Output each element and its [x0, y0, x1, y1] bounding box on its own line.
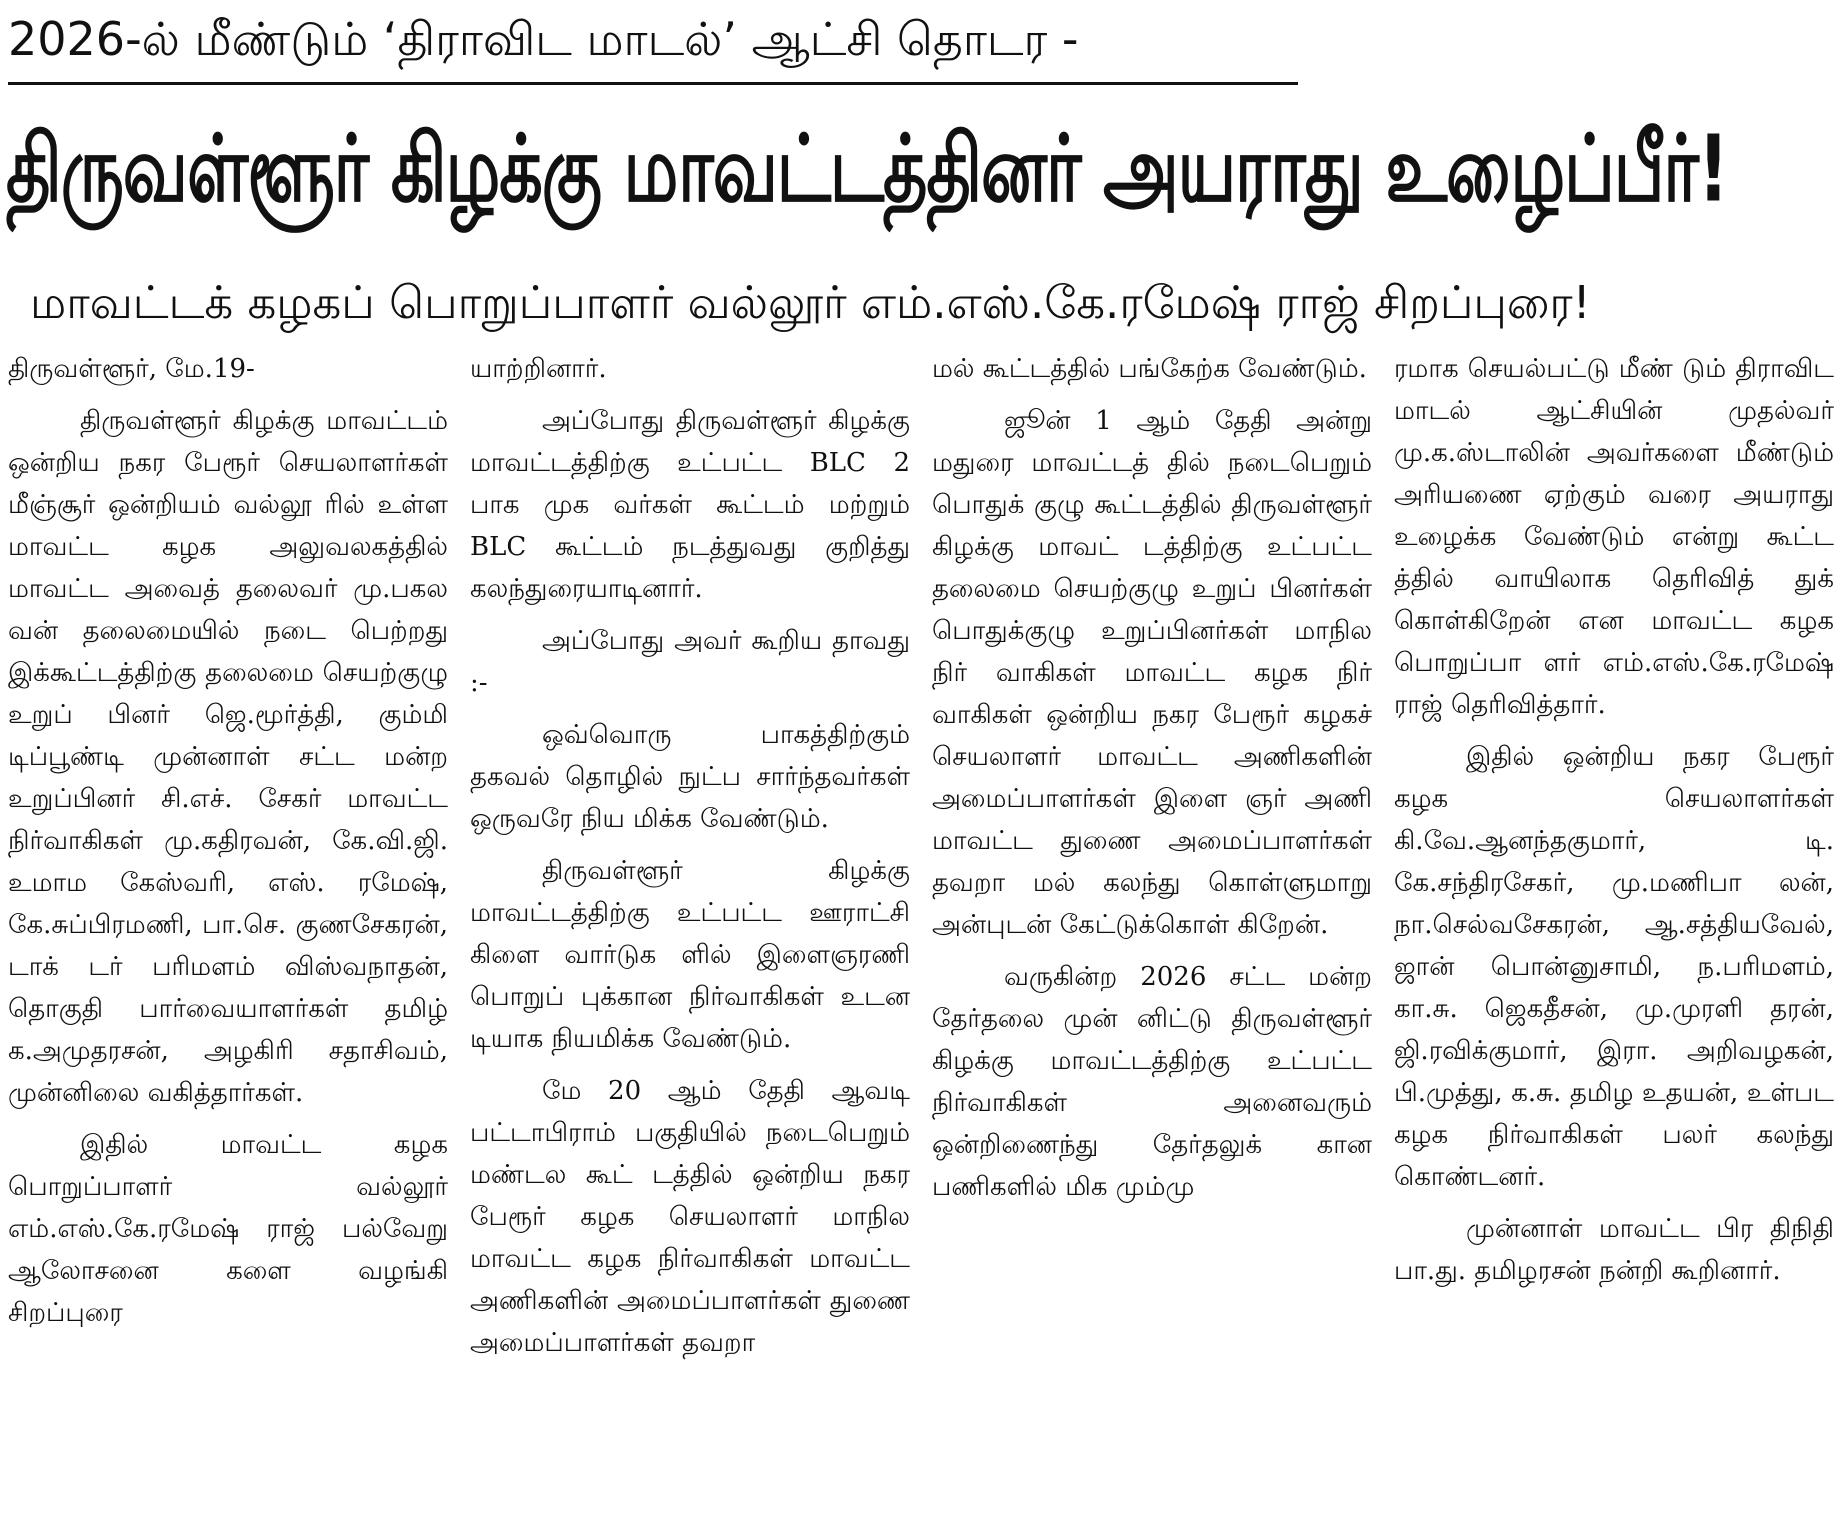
paragraph: முன்னாள் மாவட்ட பிர திநிதி பா.து. தமிழரசன் நன்றி கூறினார்.: [1394, 1214, 1834, 1286]
dateline: திருவள்ளூர், மே.19-: [8, 354, 255, 384]
article-column-1: [8, 348, 448, 1518]
kicker-line: 2026-ல் மீண்டும் ‘திராவிட மாடல்’ ஆட்சி தொடர -: [8, 4, 1298, 85]
paragraph: திருவள்ளூர் கிழக்கு மாவட்டம் ஒன்றிய நகர பேரூர் செயலாளர்கள் மீஞ்சூர் ஒன்றியம் வல்லூ ரில் உள்ள மாவட்ட கழக அலுவலகத்தில் மாவட்ட அவைத் தலைவர் மு.பகல வன் தலைமையில் நடை பெற்றது இக்கூட்டத்திற்கு தலைமை செயற்குழு உறுப் பினர் ஜெ.மூர்த்தி, கும்மி டிப்பூண்டி முன்னாள் சட்ட மன்ற உறுப்பினர் சி.எச். சேகர் மாவட்ட நிர்வாகிகள் மு.கதிரவன், கே.வி.ஜி. உமாம கேஸ்வரி, எஸ். ரமேஷ், கே.சுப்பிரமணி, பா.செ. குணசேகரன், டாக் டர் பரிமளம் விஸ்வநாதன், தொகுதி பார்வையாளர்கள் தமிழ் க.அமுதரசன், அழகிரி சதாசிவம், முன்னிலை வகித்தார்கள்.: [8, 406, 448, 1108]
paragraph: அப்போது திருவள்ளூர் கிழக்கு மாவட்டத்திற்கு உட்பட்ட BLC 2 பாக முக வர்கள் கூட்டம் மற்றும் BLC கூட்டம் நடத்துவது குறித்து கலந்துரையாடினார்.: [470, 406, 910, 604]
article-body: [8, 348, 1834, 1518]
article-column-4: [1394, 348, 1834, 1518]
subheadline: மாவட்டக் கழகப் பொறுப்பாளர் வல்லூர் எம்.எஸ்.கே.ரமேஷ் ராஜ் சிறப்புரை!: [30, 276, 1591, 329]
headline: திருவள்ளூர் கிழக்கு மாவட்டத்தினர் அயராது உழைப்பீர்!: [6, 117, 1728, 224]
paragraph: இதில் மாவட்ட கழக பொறுப்பாளர் வல்லூர் எம்.எஸ்.கே.ரமேஷ் ராஜ் பல்வேறு ஆலோசனை களை வழங்கி சிறப்புரை: [8, 1130, 448, 1328]
paragraph: இதில் ஒன்றிய நகர பேரூர் கழக செயலாளர்கள் கி.வே.ஆனந்தகுமார், டி. கே.சந்திரசேகர், மு.மணிபா லன், நா.செல்வசேகரன், ஆ.சத்தியவேல், ஜான் பொன்னுசாமி, ந.பரிமளம், கா.சு. ஜெகதீசன், மு.முரளி தரன், ஜி.ரவிக்குமார், இரா. அறிவழகன், பி.முத்து, க.சு. தமிழ உதயன், உள்பட கழக நிர்வாகிகள் பலர் கலந்து கொண்டனர்.: [1394, 742, 1834, 1192]
paragraph: ஜூன் 1 ஆம் தேதி அன்று மதுரை மாவட்டத் தில் நடைபெறும் பொதுக் குழு கூட்டத்தில் திருவள்ளூர் கிழக்கு மாவட் டத்திற்கு உட்பட்ட தலைமை செயற்குழு உறுப் பினர்கள் பொதுக்குழு உறுப்பினர்கள் மாநில நிர் வாகிகள் மாவட்ட கழக நிர் வாகிகள் ஒன்றிய நகர பேரூர் கழகச் செயலாளர் மாவட்ட அணிகளின் அமைப்பாளர்கள் இளை ஞர் அணி மாவட்ட துணை அமைப்பாளர்கள் தவறா மல் கலந்து கொள்ளுமாறு அன்புடன் கேட்டுக்கொள் கிறேன்.: [932, 406, 1372, 940]
paragraph: யாற்றினார்.: [470, 354, 607, 384]
article-column-3: [932, 348, 1372, 1518]
paragraph: திருவள்ளூர் கிழக்கு மாவட்டத்திற்கு உட்பட்ட ஊராட்சி கிளை வார்டுக ளில் இளைஞரணி பொறுப் புக்கான நிர்வாகிகள் உடன டியாக நியமிக்க வேண்டும்.: [470, 856, 910, 1054]
article-column-2: [470, 348, 910, 1518]
paragraph: ஒவ்வொரு பாகத்திற்கும் தகவல் தொழில் நுட்ப சார்ந்தவர்கள் ஒருவரே நிய மிக்க வேண்டும்.: [470, 720, 910, 834]
paragraph: அப்போது அவர் கூறிய தாவது :-: [470, 626, 910, 698]
paragraph: வருகின்ற 2026 சட்ட மன்ற தேர்தலை முன் னிட்டு திருவள்ளூர் கிழக்கு மாவட்டத்திற்கு உட்பட்ட நிர்வாகிகள் அனைவரும் ஒன்றிணைந்து தேர்தலுக் கான பணிகளில் மிக மும்மு: [932, 962, 1372, 1202]
paragraph: மே 20 ஆம் தேதி ஆவடி பட்டாபிராம் பகுதியில் நடைபெறும் மண்டல கூட் டத்தில் ஒன்றிய நகர பேரூர் கழக செயலாளர் மாநில மாவட்ட கழக நிர்வாகிகள் மாவட்ட அணிகளின் அமைப்பாளர்கள் துணை அமைப்பாளர்கள் தவறா: [470, 1076, 910, 1358]
paragraph: மல் கூட்டத்தில் பங்கேற்க வேண்டும்.: [932, 354, 1367, 384]
paragraph: ரமாக செயல்பட்டு மீண் டும் திராவிட மாடல் ஆட்சியின் முதல்வர் மு.க.ஸ்டாலின் அவர்களை மீண்டும் அரியணை ஏற்கும் வரை அயராது உழைக்க வேண்டும் என்று கூட்ட த்தில் வாயிலாக தெரிவித் துக் கொள்கிறேன் என மாவட்ட கழக பொறுப்பா ளர் எம்.எஸ்.கே.ரமேஷ் ராஜ் தெரிவித்தார்.: [1394, 354, 1834, 720]
